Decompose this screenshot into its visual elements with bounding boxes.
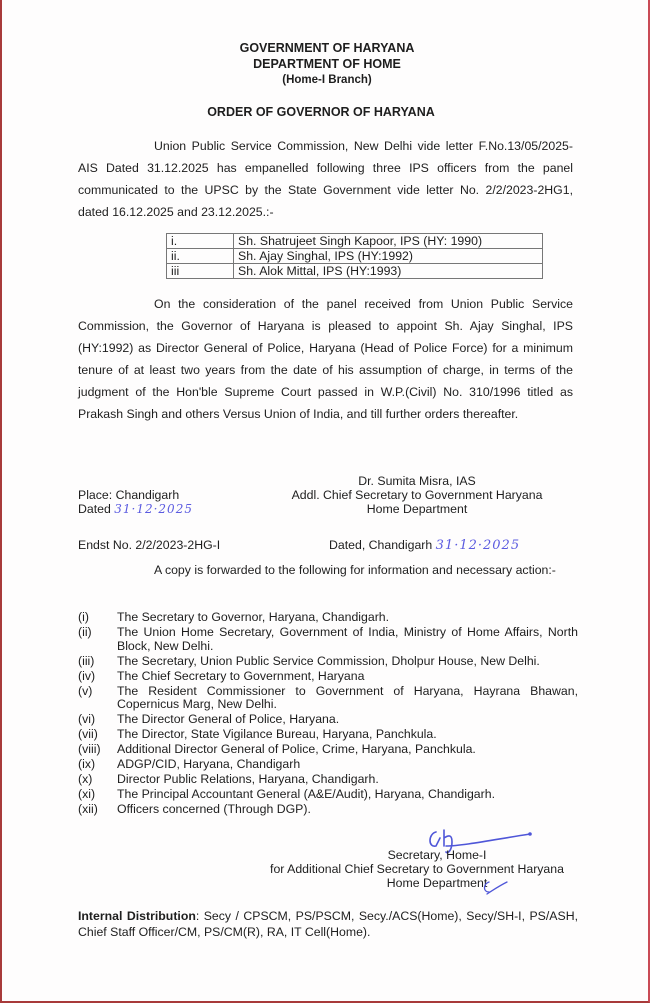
paragraph-empanelment: Union Public Service Commission, New Delhi vide letter F.No.13/05/2025-AIS Dated 31.12.2025 has empanelled following three IPS officers from the panel communicated to the UPSC by the State Government vide letter No. 2/2/2023-2HG1, dated 16.12.2025 and 23.12.2025.:- — [78, 139, 573, 219]
copy-recipient-list — [78, 611, 578, 818]
signatory-block-2 — [267, 848, 567, 890]
list-text: The Resident Commissioner to Government of Haryana, Hayrana Bhawan, Copernicus Marg, New Delhi. — [117, 683, 578, 711]
list-item — [78, 773, 578, 787]
list-item — [78, 743, 578, 757]
list-item — [78, 611, 578, 625]
handwritten-date: 31·12·2025 — [435, 538, 521, 553]
handwritten-date: 31·12·2025 — [114, 502, 193, 516]
officer-number: iii — [167, 264, 234, 279]
list-number: (iii) — [78, 653, 95, 668]
list-text: The Chief Secretary to Government, Haryana — [117, 668, 365, 683]
list-text: ADGP/CID, Haryana, Chandigarh — [117, 757, 301, 771]
paragraph-copy-forwarded: A copy is forwarded to the following for information and necessary action:- — [154, 563, 556, 577]
signatory-department: Home Department — [366, 502, 468, 516]
list-number: (i) — [78, 610, 89, 624]
signatory-title: Secretary, Home-I — [387, 848, 487, 862]
list-item — [78, 788, 578, 802]
officer-name: Sh. Shatrujeet Singh Kapoor, IPS (HY: 1990) — [234, 234, 543, 249]
initials-icon — [479, 878, 509, 898]
list-item — [78, 803, 578, 817]
officer-number: ii. — [167, 249, 234, 264]
table-row — [167, 234, 543, 249]
internal-distribution — [78, 908, 578, 940]
list-item — [78, 670, 578, 684]
signatory-department: Home Department — [386, 876, 488, 890]
officer-number: i. — [167, 234, 234, 249]
list-item — [78, 685, 578, 712]
list-number: (ix) — [78, 757, 96, 771]
list-text: The Secretary, Union Public Service Commission, Dholpur House, New Delhi. — [117, 653, 540, 668]
signatory-for-line: for Additional Chief Secretary to Government Haryana — [270, 862, 564, 876]
list-number: (x) — [78, 772, 93, 786]
signatory-block-1 — [272, 474, 562, 516]
header-branch: (Home-I Branch) — [282, 74, 372, 86]
list-text: Officers concerned (Through DGP). — [117, 802, 311, 816]
officer-name: Sh. Alok Mittal, IPS (HY:1993) — [234, 264, 543, 279]
list-number: (xi) — [78, 787, 96, 801]
officer-name: Sh. Ajay Singhal, IPS (HY:1992) — [234, 249, 543, 264]
header-government: GOVERNMENT OF HARYANA — [239, 41, 415, 55]
signatory-designation: Addl. Chief Secretary to Government Haryana — [291, 488, 543, 502]
list-text: The Secretary to Governor, Haryana, Chandigarh. — [117, 610, 390, 624]
list-number: (ii) — [78, 625, 92, 639]
list-item — [78, 728, 578, 742]
list-number: (v) — [78, 683, 93, 698]
list-text: The Director General of Police, Haryana. — [117, 712, 340, 726]
list-number: (viii) — [78, 742, 101, 756]
list-item — [78, 655, 578, 669]
list-text: Director Public Relations, Haryana, Chandigarh. — [117, 772, 379, 786]
list-text: The Principal Accountant General (A&E/Audit), Haryana, Chandigarh. — [117, 787, 495, 801]
signatory-name: Dr. Sumita Misra, IAS — [358, 474, 476, 488]
internal-distribution-text: : Secy / CPSCM, PS/PSCM, Secy./ACS(Home), Secy/SH-I, PS/ASH, Chief Staff Officer/CM, PS/CM(R), RA, IT Cell(Home). — [78, 909, 578, 939]
list-item — [78, 758, 578, 772]
table-row — [167, 249, 543, 264]
header-department: DEPARTMENT OF HOME — [253, 57, 401, 71]
officers-table — [166, 233, 543, 279]
list-text: The Director, State Vigilance Bureau, Haryana, Panchkula. — [117, 727, 437, 741]
internal-distribution-label: Internal Distribution — [78, 909, 196, 923]
list-number: (vi) — [78, 712, 96, 726]
list-number: (iv) — [78, 668, 96, 683]
list-item — [78, 626, 578, 653]
list-number: (vii) — [78, 727, 98, 741]
endorsement-dated-label: Dated, Chandigarh — [329, 538, 433, 552]
endorsement-dated-line — [329, 538, 520, 553]
list-item — [78, 713, 578, 727]
endorsement-number: Endst No. 2/2/2023-2HG-I — [78, 538, 221, 552]
place-label: Place: Chandigarh — [78, 488, 180, 502]
order-title: ORDER OF GOVERNOR OF HARYANA — [207, 105, 435, 119]
table-row — [167, 264, 543, 279]
list-number: (xii) — [78, 802, 98, 816]
list-text: The Union Home Secretary, Government of India, Ministry of Home Affairs, North Block, New Delhi. — [117, 625, 578, 653]
dated-line — [78, 502, 193, 516]
paragraph-appointment: On the consideration of the panel received from Union Public Service Commission, the Governor of Haryana is pleased to appoint Sh. Ajay Singhal, IPS (HY:1992) as Director General of Police, Haryana (Head of Police Force) for a minimum tenure of at least two years from the date of his assumption of charge, in terms of the judgment of the Hon'ble Supreme Court passed in W.P.(Civil) No. 310/1996 titled as Prakash Singh and others Versus Union of India, and till further orders thereafter. — [78, 297, 573, 421]
list-text: Additional Director General of Police, Crime, Haryana, Panchkula. — [117, 742, 476, 756]
dated-label: Dated — [78, 502, 111, 516]
